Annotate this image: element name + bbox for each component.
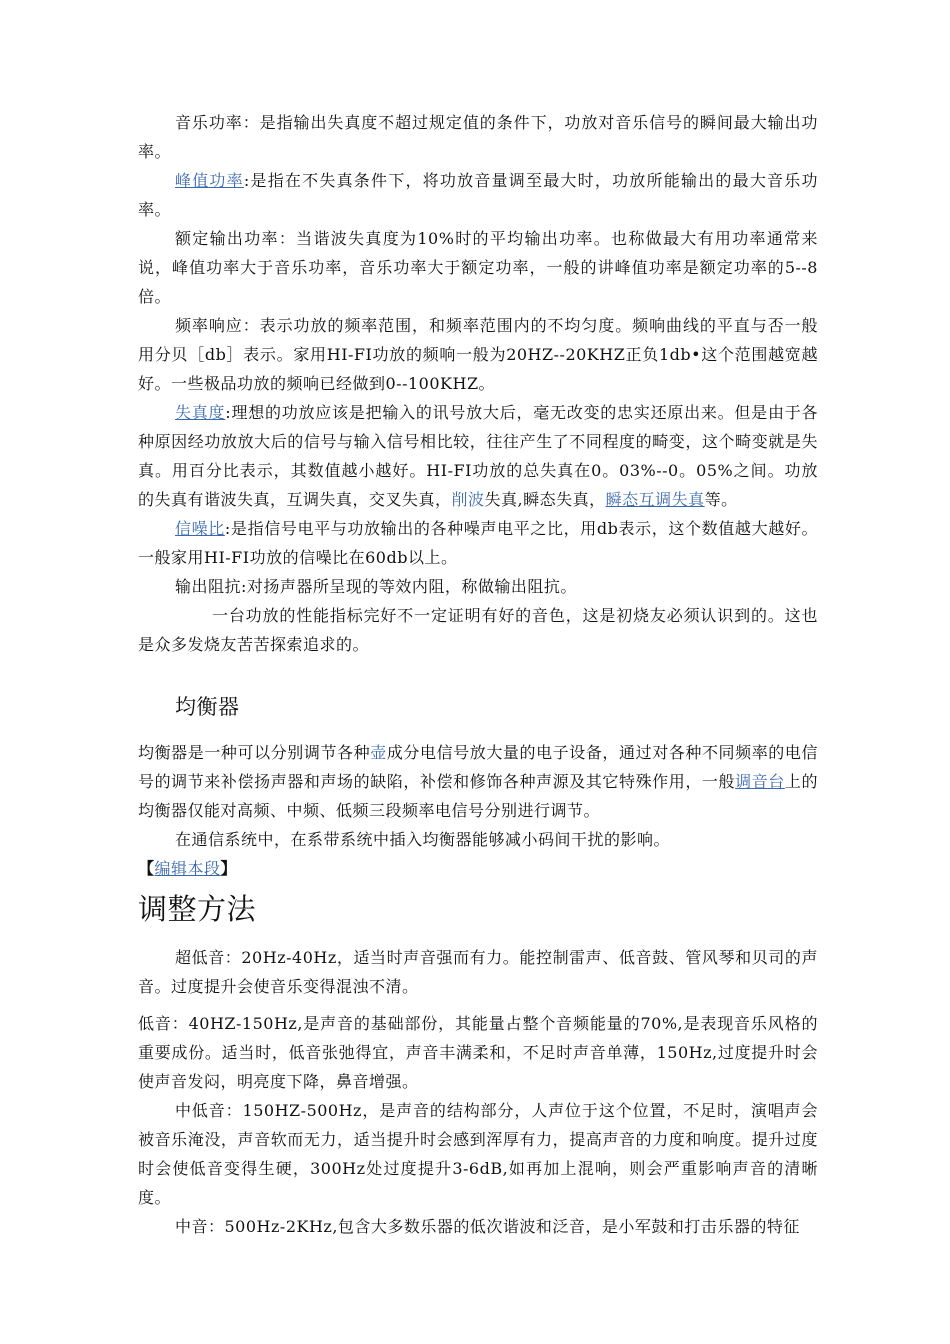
snr-link[interactable]: 信噪比	[175, 519, 225, 538]
paragraph-sub-bass: 超低音：20Hz-40Hz，适当时声音强而有力。能控制雷声、低音鼓、管风琴和贝司的声音。过度提升会使音乐变得混浊不清。	[138, 948, 818, 996]
snr-text: :是指信号电平与功放输出的各种噪声电平之比，用db表示，这个数值越大越好。一般家用HI-FI功放的信噪比在60db以上。	[138, 519, 818, 567]
mixing-console-link[interactable]: 调音台	[735, 772, 785, 791]
paragraph-mid: 中音：500Hz-2KHz,包含大多数乐器的低次谐波和泛音，是小军鼓和打击乐器的特征	[175, 1217, 800, 1236]
edit-bracket-close: 】	[220, 859, 238, 878]
edit-bracket-open: 【	[138, 859, 155, 878]
transient-intermod-link[interactable]: 瞬态互调失真	[605, 490, 705, 509]
edit-section-link[interactable]: 编辑本段	[154, 859, 221, 878]
paragraph-distortion	[138, 398, 818, 514]
peak-power-text: :是指在不失真条件下，将功放音量调至最大时，功放所能输出的最大音乐功率。	[138, 171, 818, 219]
paragraph-rated-power: 额定输出功率：当谐波失真度为10%时的平均输出功率。也称做最大有用功率通常来说，峰值功率大于音乐功率，音乐功率大于额定功率，一般的讲峰值功率是额定功率的5--8倍。	[138, 229, 818, 306]
equalizer-text-c: 上的均衡器仅能对高频、中频、低频三段频率电信号分别进行调节。	[138, 772, 818, 820]
equalizer-heading: 均衡器	[175, 695, 240, 719]
paragraph-peak-power	[138, 166, 818, 224]
paragraph-summary: 一台功放的性能指标完好不一定证明有好的音色，这是初烧友必须认识到的。这也是众多发烧友苦苦探索追求的。	[138, 606, 818, 654]
paragraph-communication: 在通信系统中，在系带系统中插入均衡器能够减小码间干扰的影响。	[175, 830, 671, 849]
paragraph-frequency-response: 频率响应：表示功放的频率范围，和频率范围内的不均匀度。频响曲线的平直与否一般用分贝［db］表示。家用HI-FI功放的频响一般为20HZ--20KHZ正负1db•这个范围越宽越好。一些极品功放的频响已经做到0--100KHZ。	[138, 316, 818, 393]
clipping-link[interactable]: 削波	[451, 490, 485, 509]
paragraph-equalizer-intro	[138, 738, 818, 825]
paragraph-music-power: 音乐功率：是指输出失真度不超过规定值的条件下，功放对音乐信号的瞬间最大输出功率。	[138, 113, 818, 161]
distortion-text-c: 等。	[704, 490, 738, 509]
paragraph-output-impedance: 输出阻抗:对扬声器所呈现的等效内阻，称做输出阻抗。	[175, 577, 577, 596]
equalizer-text-a: 均衡器是一种可以分别调节各种	[138, 743, 371, 762]
paragraph-low-mid: 中低音：150HZ-500Hz，是声音的结构部分，人声位于这个位置，不足时，演唱声会被音乐淹没，声音软而无力，适当提升时会感到浑厚有力，提高声音的力度和响度。提升过度时会使低音变得生硬，300Hz处过度提升3-6dB,如再加上混响，则会严重影响声音的清晰度。	[138, 1101, 818, 1207]
peak-power-link[interactable]: 峰值功率	[175, 171, 244, 190]
equalizer-text-b: 成分电信号放大量的电子设备，通过对各种不同频率的电信号的调节来补偿扬声器和声场的缺陷，补偿和修饰各种声源及其它特殊作用，一般	[138, 743, 818, 791]
paragraph-snr	[138, 514, 818, 572]
hu-link[interactable]: 壶	[370, 743, 387, 762]
distortion-link[interactable]: 失真度	[175, 403, 226, 422]
distortion-text-a: :理想的功放应该是把输入的讯号放大后，毫无改变的忠实还原出来。但是由于各种原因经功放放大后的信号与输入信号相比较，往往产生了不同程度的畸变，这个畸变就是失真。用百分比表示，其数值越小越好。HI-FI功放的总失真在0。03%--0。05%之间。功放的失真有谐波失真，互调失真，交叉失真，	[138, 403, 818, 509]
edit-section-line	[138, 854, 818, 883]
adjust-heading: 调整方法	[138, 892, 257, 926]
document-body	[138, 108, 818, 1241]
paragraph-bass: 低音：40HZ-150Hz,是声音的基础部份，其能量占整个音频能量的70%,是表现音乐风格的重要成份。适当时，低音张弛得宜，声音丰满柔和，不足时声音单薄，150Hz,过度提升时会使声音发闷，明亮度下降，鼻音增强。	[138, 1014, 818, 1091]
distortion-text-b: 失真,瞬态失真，	[484, 490, 606, 509]
